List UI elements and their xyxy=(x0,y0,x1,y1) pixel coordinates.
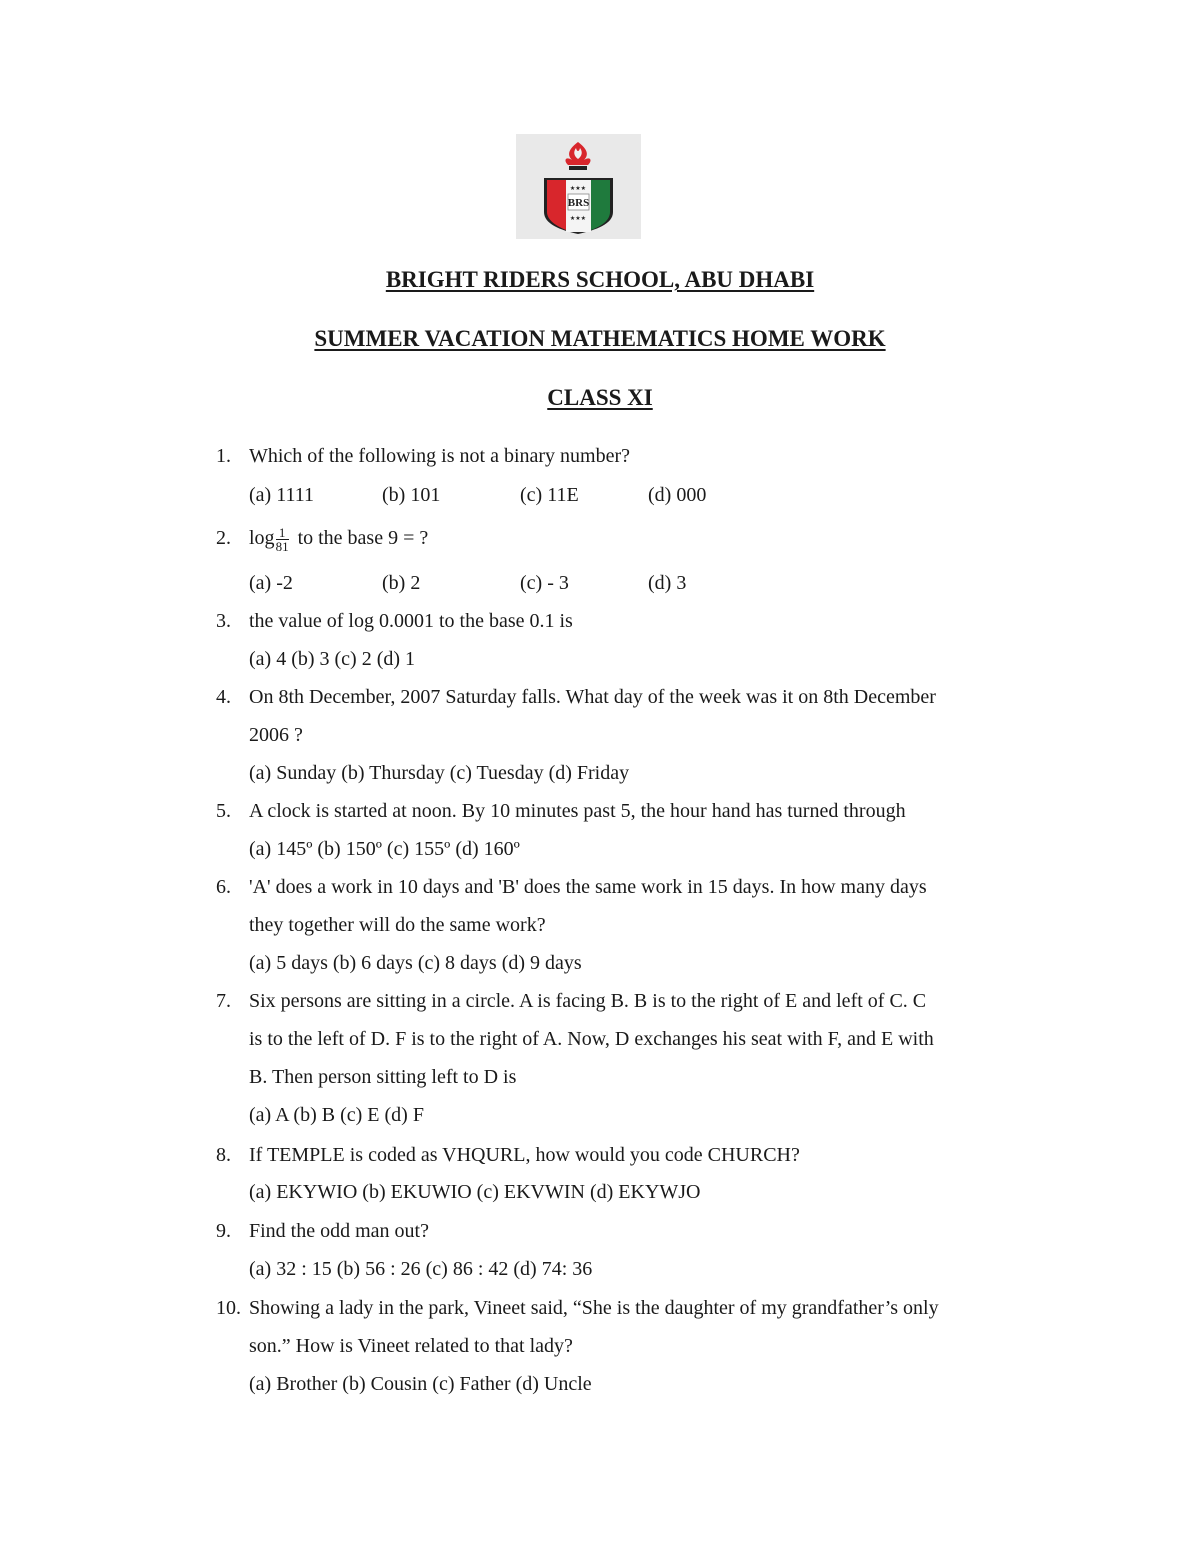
option-c: (c) - 3 xyxy=(520,572,569,594)
question-text-line-1: On 8th December, 2007 Saturday falls. What day of the week was it on 8th December xyxy=(249,686,936,708)
fraction-numerator: 1 xyxy=(276,526,289,540)
option-a: (a) 1111 xyxy=(249,484,314,506)
question-4-text-line-2: 2006 ? xyxy=(249,724,303,746)
fraction-denominator: 81 xyxy=(275,538,289,554)
question-text-line-1: Six persons are sitting in a circle. A is facing B. B is to the right of E and left of C. C xyxy=(249,990,927,1012)
school-logo xyxy=(516,134,641,239)
question-text-line-1: Showing a lady in the park, Vineet said, “She is the daughter of my grandfather’s only xyxy=(249,1297,939,1319)
school-name: BRIGHT RIDERS SCHOOL, ABU DHABI xyxy=(385,267,815,292)
question-number: 9. xyxy=(216,1220,231,1242)
fraction xyxy=(276,526,289,553)
question-4-options: (a) Sunday (b) Thursday (c) Tuesday (d) Friday xyxy=(249,762,630,784)
question-9-options: (a) 32 : 15 (b) 56 : 26 (c) 86 : 42 (d) 74: 36 xyxy=(249,1258,593,1280)
question-text: If TEMPLE is coded as VHQURL, how would you code CHURCH? xyxy=(249,1144,800,1166)
question-text-line-1: 'A' does a work in 10 days and 'B' does the same work in 15 days. In how many days xyxy=(249,876,927,898)
option-c: (c) 11E xyxy=(520,484,579,506)
question-6-text-line-2: they together will do the same work? xyxy=(249,914,546,936)
question-text xyxy=(249,519,428,557)
option-b: (b) 2 xyxy=(382,572,421,594)
question-number: 3. xyxy=(216,610,231,632)
question-number: 5. xyxy=(216,800,231,822)
log-suffix: to the base 9 = ? xyxy=(292,527,429,549)
question-7-text-line-2: is to the left of D. F is to the right of A. Now, D exchanges his seat with F, and E with xyxy=(249,1028,934,1050)
question-8-options: (a) EKYWIO (b) EKUWIO (c) EKVWIN (d) EKYWJO xyxy=(249,1181,701,1203)
log-prefix: log xyxy=(249,527,275,549)
question-number: 7. xyxy=(216,990,231,1012)
svg-text:★★★: ★★★ xyxy=(569,215,587,222)
question-text: A clock is started at noon. By 10 minutes past 5, the hour hand has turned through xyxy=(249,800,906,822)
question-6-options: (a) 5 days (b) 6 days (c) 8 days (d) 9 days xyxy=(249,952,582,974)
question-number: 6. xyxy=(216,876,231,898)
question-text: the value of log 0.0001 to the base 0.1 is xyxy=(249,610,573,632)
question-text: Which of the following is not a binary number? xyxy=(249,445,631,467)
document-title: SUMMER VACATION MATHEMATICS HOME WORK xyxy=(314,326,886,351)
question-number: 10. xyxy=(216,1297,241,1319)
option-b: (b) 101 xyxy=(382,484,441,506)
question-text: Find the odd man out? xyxy=(249,1220,429,1242)
question-5-options: (a) 145º (b) 150º (c) 155º (d) 160º xyxy=(249,838,520,860)
option-a: (a) -2 xyxy=(249,572,293,594)
option-d: (d) 000 xyxy=(648,484,707,506)
question-7-text-line-3: B. Then person sitting left to D is xyxy=(249,1066,517,1088)
svg-text:★★★: ★★★ xyxy=(569,185,587,192)
logo-letters: BRS xyxy=(567,197,590,209)
question-number: 1. xyxy=(216,445,231,467)
question-number: 8. xyxy=(216,1144,231,1166)
question-3-options: (a) 4 (b) 3 (c) 2 (d) 1 xyxy=(249,648,416,670)
class-label: CLASS XI xyxy=(547,385,653,410)
option-d: (d) 3 xyxy=(648,572,687,594)
question-10-text-line-2: son.” How is Vineet related to that lady? xyxy=(249,1335,573,1357)
question-7-options: (a) A (b) B (c) E (d) F xyxy=(249,1104,424,1126)
question-number: 4. xyxy=(216,686,231,708)
question-number: 2. xyxy=(216,527,231,549)
question-10-options: (a) Brother (b) Cousin (c) Father (d) Uncle xyxy=(249,1373,592,1395)
school-crest-icon xyxy=(516,134,641,239)
